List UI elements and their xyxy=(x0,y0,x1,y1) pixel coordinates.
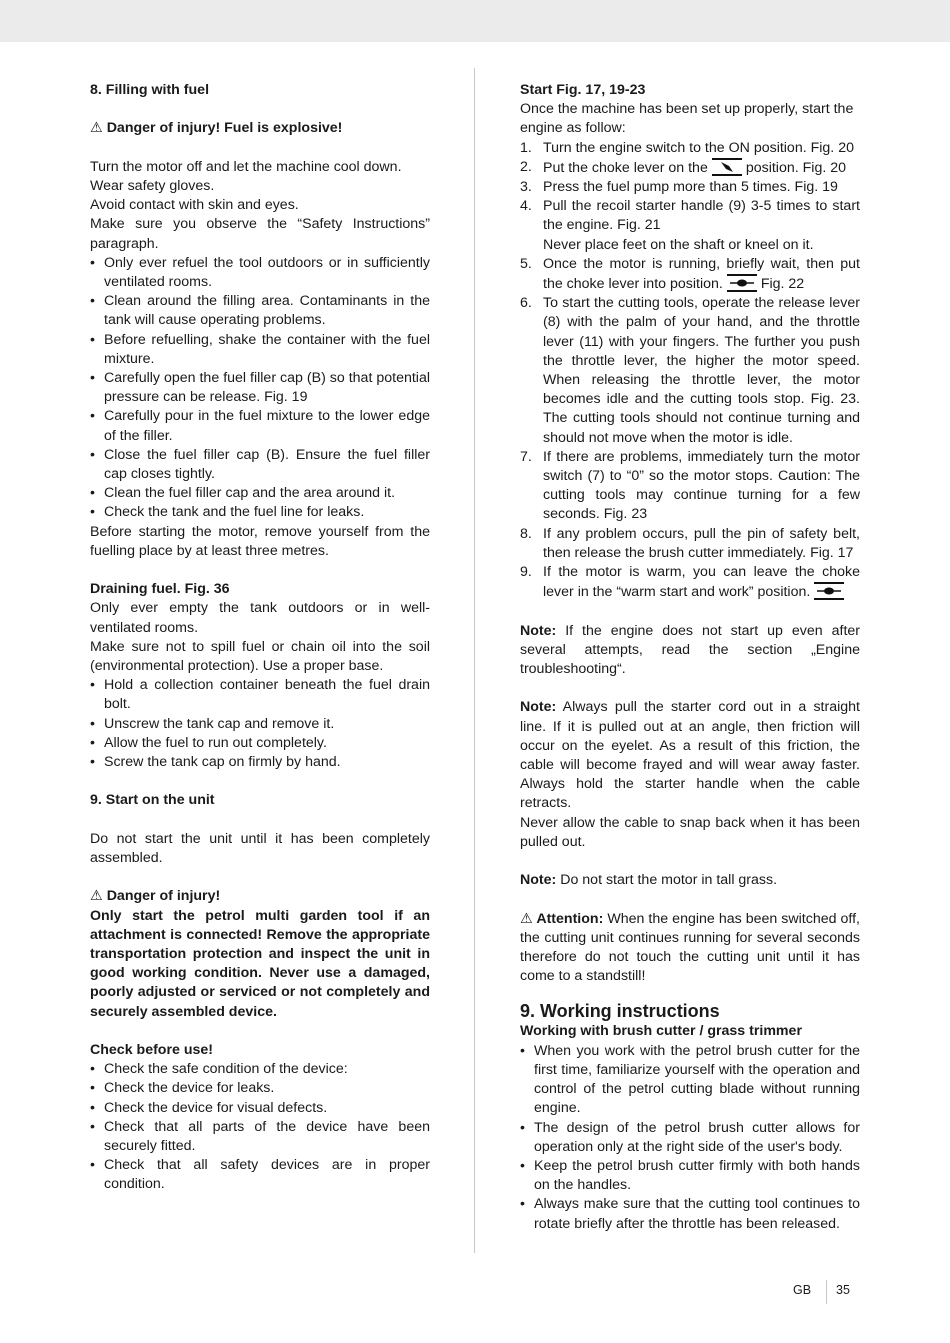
column-divider xyxy=(474,68,475,1253)
note-starter-cord-extra: Never allow the cable to snap back when it has been pulled out. xyxy=(520,814,860,850)
working-bullet-list xyxy=(520,1042,860,1234)
top-bar xyxy=(0,0,950,42)
list-item: • Check the device for leaks. xyxy=(90,1079,430,1098)
fuel-intro-line: Turn the motor off and let the machine cool down. xyxy=(90,158,402,175)
attention-note: ⚠ Attention: When the engine has been switched off, the cutting unit continues running for several seconds therefore do not touch the cutting unit until it has come to a standstill! xyxy=(520,910,860,985)
left-column xyxy=(90,81,430,1195)
warning-icon: ⚠ xyxy=(90,888,103,905)
list-item: 1. Turn the engine switch to the ON position. Fig. 20 xyxy=(520,139,854,156)
list-item: • Close the fuel filler cap (B). Ensure the fuel filler cap closes tightly. xyxy=(90,446,430,484)
page-number: 35 xyxy=(836,1283,850,1297)
start-intro: Once the machine has been set up properly, start the engine as follow: xyxy=(520,101,854,137)
list-item: 3. Press the fuel pump more than 5 times. Fig. 19 xyxy=(520,179,838,196)
start-steps-list xyxy=(520,139,860,603)
list-item: • Carefully pour in the fuel mixture to the lower edge of the filler. xyxy=(90,407,430,445)
choke-open-icon xyxy=(814,582,844,600)
list-item: • Screw the tank cap on firmly by hand. xyxy=(90,753,430,772)
footer-separator xyxy=(826,1280,827,1304)
choke-open-icon xyxy=(727,274,757,292)
note-engine-troubleshooting: Note: If the engine does not start up even after several attempts, read the section „Engine troubleshooting“. xyxy=(520,622,860,678)
working-instructions-heading: 9. Working instructions xyxy=(520,1001,720,1022)
note-starter-cord: Note: Always pull the starter cord out in a straight line. If it is pulled out at an angle, then friction will occur on the eyelet. As a result of this friction, the cable will become frayed and will wear away faster. Always hold the starter handle when the cable retracts. xyxy=(520,699,860,812)
right-column xyxy=(520,81,860,1234)
drain-intro-line: Make sure not to spill fuel or chain oil into the soil (environmental protection). Use a proper base. xyxy=(90,638,430,675)
list-item: • Clean the fuel filler cap and the area around it. xyxy=(90,484,430,503)
list-item: • Before refuelling, shake the container with the fuel mixture. xyxy=(90,331,430,369)
list-item: 8. If any problem occurs, pull the pin of safety belt, then release the brush cutter immediately. Fig. 17 xyxy=(520,525,860,561)
list-item: • When you work with the petrol brush cutter for the first time, familiarize yourself with the operation and control of the petrol cutting blade without running engine. xyxy=(520,1042,860,1119)
fuel-outro: Before starting the motor, remove yourself from the fuelling place by at least three metres. xyxy=(90,523,430,559)
warning-icon: ⚠ xyxy=(90,120,103,137)
start-unit-heading: 9. Start on the unit xyxy=(90,792,215,809)
warning-icon: ⚠ xyxy=(520,910,533,927)
choke-closed-icon xyxy=(712,158,742,176)
check-bullet-list xyxy=(90,1060,430,1194)
fuel-danger: ⚠ Danger of injury! Fuel is explosive! xyxy=(90,120,343,137)
start-danger-text: Only start the petrol multi garden tool if an attachment is connected! Remove the appropriate transportation protection and inspect the unit in good working condition. Never use a damaged, poorly adjusted or serviced or not completely and securely assembled device. xyxy=(90,907,430,1020)
list-item: • The design of the petrol brush cutter allows for operation only at the right side of the user's body. xyxy=(520,1119,860,1157)
list-item: • Allow the fuel to run out completely. xyxy=(90,734,430,753)
list-item: • Hold a collection container beneath the fuel drain bolt. xyxy=(90,676,430,714)
list-item: • Only ever refuel the tool outdoors or in sufficiently ventilated rooms. xyxy=(90,254,430,292)
note-tall-grass: Note: Do not start the motor in tall grass. xyxy=(520,872,778,889)
list-item: • Check the tank and the fuel line for leaks. xyxy=(90,503,430,522)
start-danger-title: ⚠ Danger of injury! xyxy=(90,888,221,905)
fuel-intro-line: Wear safety gloves. xyxy=(90,177,215,194)
list-item: 5. Once the motor is running, briefly wait, then put the choke lever into position. Fig. 22 xyxy=(520,255,860,293)
fuel-intro-line: Avoid contact with skin and eyes. xyxy=(90,197,299,214)
list-item: 7. If there are problems, immediately turn the motor switch (7) to “0” so the motor stops. Caution: The cutting tools may continue turning for a few seconds. Fig. 23 xyxy=(520,448,860,523)
list-item: 4. Pull the recoil starter handle (9) 3-5 times to start the engine. Fig. 21 Never place feet on the shaft or kneel on it. xyxy=(520,198,860,253)
list-item: • Check the device for visual defects. xyxy=(90,1099,430,1118)
list-item: • Check that all parts of the device have been securely fitted. xyxy=(90,1118,430,1156)
list-item: • Always make sure that the cutting tool continues to rotate briefly after the throttle has been released. xyxy=(520,1195,860,1233)
list-item: • Unscrew the tank cap and remove it. xyxy=(90,715,430,734)
list-item: • Check that all safety devices are in proper condition. xyxy=(90,1156,430,1194)
check-heading: Check before use! xyxy=(90,1042,213,1059)
start-heading: Start Fig. 17, 19-23 xyxy=(520,82,646,98)
drain-intro-line: Only ever empty the tank outdoors or in well-ventilated rooms. xyxy=(90,600,430,636)
list-item: 6. To start the cutting tools, operate the release lever (8) with the palm of your hand, and the throttle lever (11) with your fingers. The further you push the throttle lever, the higher the motor speed. When releasing the throttle lever, the motor becomes idle and the cutting tools stop. Fig. 23. The cutting tools should not continue turning and should not move when the motor is idle. xyxy=(520,295,860,446)
list-item: 9. If the motor is warm, you can leave the choke lever in the “warm start and work” position. xyxy=(520,564,860,601)
footer-language: GB xyxy=(793,1283,812,1297)
fuel-heading: 8. Filling with fuel xyxy=(90,82,210,98)
list-item: 2. Put the choke lever on the position. Fig. 20 xyxy=(520,158,847,176)
drain-heading: Draining fuel. Fig. 36 xyxy=(90,581,230,598)
fuel-bullet-list xyxy=(90,254,430,523)
list-item: • Carefully open the fuel filler cap (B) so that potential pressure can be release. Fig. 19 xyxy=(90,369,430,407)
fuel-intro-line: Make sure you observe the “Safety Instructions” paragraph. xyxy=(90,216,430,252)
drain-bullet-list xyxy=(90,676,430,772)
list-item: • Clean around the filling area. Contaminants in the tank will cause operating problems. xyxy=(90,292,430,330)
working-subheading: Working with brush cutter / grass trimmer xyxy=(520,1023,802,1040)
list-item: • Check the safe condition of the device: xyxy=(90,1060,430,1079)
start-unit-text: Do not start the unit until it has been completely assembled. xyxy=(90,830,430,867)
list-item: • Keep the petrol brush cutter firmly with both hands on the handles. xyxy=(520,1157,860,1195)
